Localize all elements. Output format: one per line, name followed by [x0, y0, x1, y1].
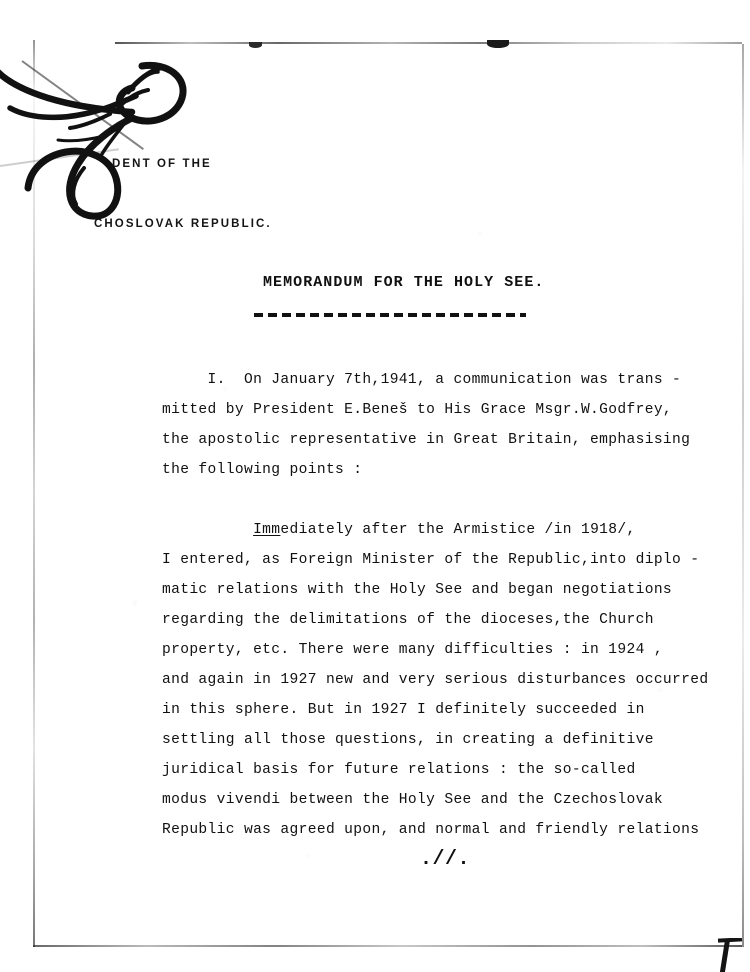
- body-line: the following points :: [162, 462, 363, 478]
- body-line: [162, 485, 742, 515]
- scan-scratch-line: [0, 148, 119, 167]
- body-line: mitted by President E.Beneš to His Grace Msgr.W.Godfrey,: [162, 402, 673, 418]
- page-continuation-marker: .//.: [420, 848, 471, 871]
- body-line: Republic was agreed upon, and normal and friendly relations: [162, 822, 700, 838]
- scan-edge-left: [33, 40, 35, 947]
- underlined-text: Imm: [253, 522, 281, 538]
- body-line: matic relations with the Holy See and began negotiations: [162, 582, 673, 598]
- body-line: the apostolic representative in Great Britain, emphasising: [162, 432, 691, 448]
- letterhead: [94, 114, 272, 274]
- page-title: MEMORANDUM FOR THE HOLY SEE.: [263, 274, 545, 291]
- letterhead-line-1: DENT OF THE: [112, 158, 212, 170]
- scan-edge-bottom: [33, 945, 742, 947]
- body-line: and again in 1927 new and very serious disturbances occurred: [162, 672, 709, 688]
- body-line: Immediately after the Armistice /in 1918/,: [253, 522, 636, 538]
- body-line: property, etc. There were many difficulties : in 1924 ,: [162, 642, 663, 658]
- body-line: I entered, as Foreign Minister of the Republic,into diplo -: [162, 552, 700, 568]
- body-line: I. On January 7th,1941, a communication was trans -: [162, 372, 682, 388]
- title-underline-rule: [254, 313, 526, 317]
- scan-corner-mark: [716, 938, 742, 972]
- scan-edge-right: [742, 44, 744, 947]
- scan-artifact-blob: [487, 40, 509, 48]
- body-line: regarding the delimitations of the dioceses,the Church: [162, 612, 654, 628]
- letterhead-line-2: CHOSLOVAK REPUBLIC.: [94, 218, 272, 230]
- body-line: settling all those questions, in creating a definitive: [162, 732, 654, 748]
- document-body: [162, 365, 742, 845]
- body-line: in this sphere. But in 1927 I definitely succeeded in: [162, 702, 645, 718]
- scan-artifact-blob: [249, 42, 262, 48]
- body-line: juridical basis for future relations : the so-called: [162, 762, 636, 778]
- body-line: modus vivendi between the Holy See and the Czechoslovak: [162, 792, 663, 808]
- scan-edge-top: [115, 42, 742, 44]
